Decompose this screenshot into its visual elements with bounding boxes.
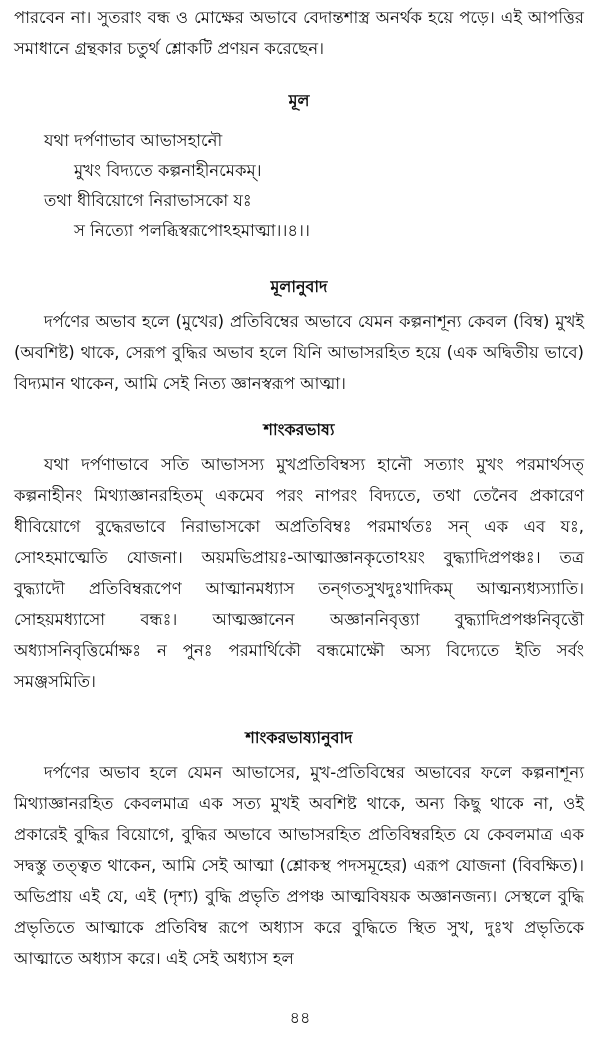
section-heading-moolanubad: মূলানুবাদ bbox=[270, 277, 328, 296]
verse-line: যথা দর্পণাভাব আভাসহানৌ bbox=[44, 131, 223, 150]
intro-paragraph: পারবেন না। সুতরাং বন্ধ ও মোক্ষের অভাবে বেদান্তশাস্ত্র অনর্থক হয়ে পড়ে। এই আপত্তির সমাধানে গ্রন্থকার চতুর্থ শ্লোকটি প্রণয়ন করেছেন। bbox=[14, 8, 584, 58]
page-number: ৪৪ bbox=[289, 1008, 311, 1027]
verse-line: তথা ধীবিয়োগে নিরাভাসকো যঃ bbox=[44, 191, 252, 210]
book-page bbox=[0, 2, 600, 1040]
verse-line: মুখং বিদ্যতে কল্পনাহীনমেকম্। bbox=[74, 161, 262, 180]
verse-block bbox=[14, 126, 584, 246]
verse-line: স নিত্যো পলব্ধিস্বরূপোঽহমাত্মা।।৪।। bbox=[74, 221, 310, 240]
bhashya-paragraph: যথা দর্পণাভাবে সতি আভাসস্য মুখপ্রতিবিম্বস্য হানৌ সত্যাং মুখং পরমার্থসত্ কল্পনাহীনং মিথ্যাজ্ঞানরহিতম্ একমেব পরং নাপরং বিদ্যতে, তথা তেনৈব প্রকারেণ ধীবিয়োগে বুদ্ধেরভাবে নিরাভাসকো অপ্রতিবিম্বঃ পরমার্থতঃ সন্ এক এব যঃ, সোঽহমাত্মেতি যোজনা। অয়মভিপ্রায়ঃ-আত্মাজ্ঞানকৃতোঽয়ং বুদ্ধ্যাদিপ্রপঞ্চঃ। তত্র বুদ্ধ্যাদৌ প্রতিবিম্বরূপেণ আত্মানমধ্যাস তন্গতসুখদুঃখাদিকম্ আত্মন্যধ্যস্যাতি। সোহয়মধ্যাসো বন্ধঃ। আত্মজ্ঞানেন অজ্ঞাননিবৃত্ত্যা বুদ্ধ্যাদিপ্রপঞ্চনিবৃত্তৌ অধ্যাসনিবৃত্তির্মোক্ষঃ ন পুনঃ পরমার্থিকৌ বন্ধমোক্ষৌ অস্য বিদ্যেতে ইতি সর্বং সমঞ্জসমিতি। bbox=[14, 455, 584, 691]
section-heading-mool: মূল bbox=[288, 91, 310, 110]
bhashyanubad-paragraph: দর্পণের অভাব হলে যেমন আভাসের, মুখ-প্রতিবিম্বের অভাবের ফলে কল্পনাশূন্য মিথ্যাজ্ঞানরহিত কেবলমাত্র এক সত্য মুখই অবশিষ্ট থাকে, অন্য কিছু থাকে না, ওই প্রকারেই বুদ্ধির বিয়োগে, বুদ্ধির অভাবে আভাসরহিত প্রতিবিম্বরহিত যে কেবলমাত্র এক সদ্বস্তু তত্ত্বত থাকেন, আমি সেই আত্মা (শ্লোকস্থ পদসমূহের) এরূপ যোজনা (বিবক্ষিত)। অভিপ্রায় এই যে, এই (দৃশ্য) বুদ্ধি প্রভৃতি প্রপঞ্চ আত্মবিষয়ক অজ্ঞানজন্য। সেস্থলে বুদ্ধি প্রভৃতিতে আত্মাকে প্রতিবিম্ব রূপে অধ্যাস করে বুদ্ধিতে স্থিত সুখ, দুঃখ প্রভৃতিকে আত্মাতে অধ্যাস করে। এই সেই অধ্যাস হল bbox=[14, 763, 584, 968]
section-heading-bhashya: শাংকরভাষ্য bbox=[263, 420, 335, 439]
moolanubad-paragraph: দর্পণের অভাব হলে (মুখের) প্রতিবিম্বের অভাবে যেমন কল্পনাশূন্য কেবল (বিম্ব) মুখই (অবশিষ্ট) থাকে, সেরূপ বুদ্ধির অভাব হলে যিনি আভাসরহিত হয়ে (এক অদ্বিতীয় ভাবে) বিদ্যমান থাকেন, আমি সেই নিত্য জ্ঞানস্বরূপ আত্মা। bbox=[14, 312, 584, 393]
section-heading-bhashyanubad: শাংকরভাষ্যানুবাদ bbox=[245, 728, 353, 747]
